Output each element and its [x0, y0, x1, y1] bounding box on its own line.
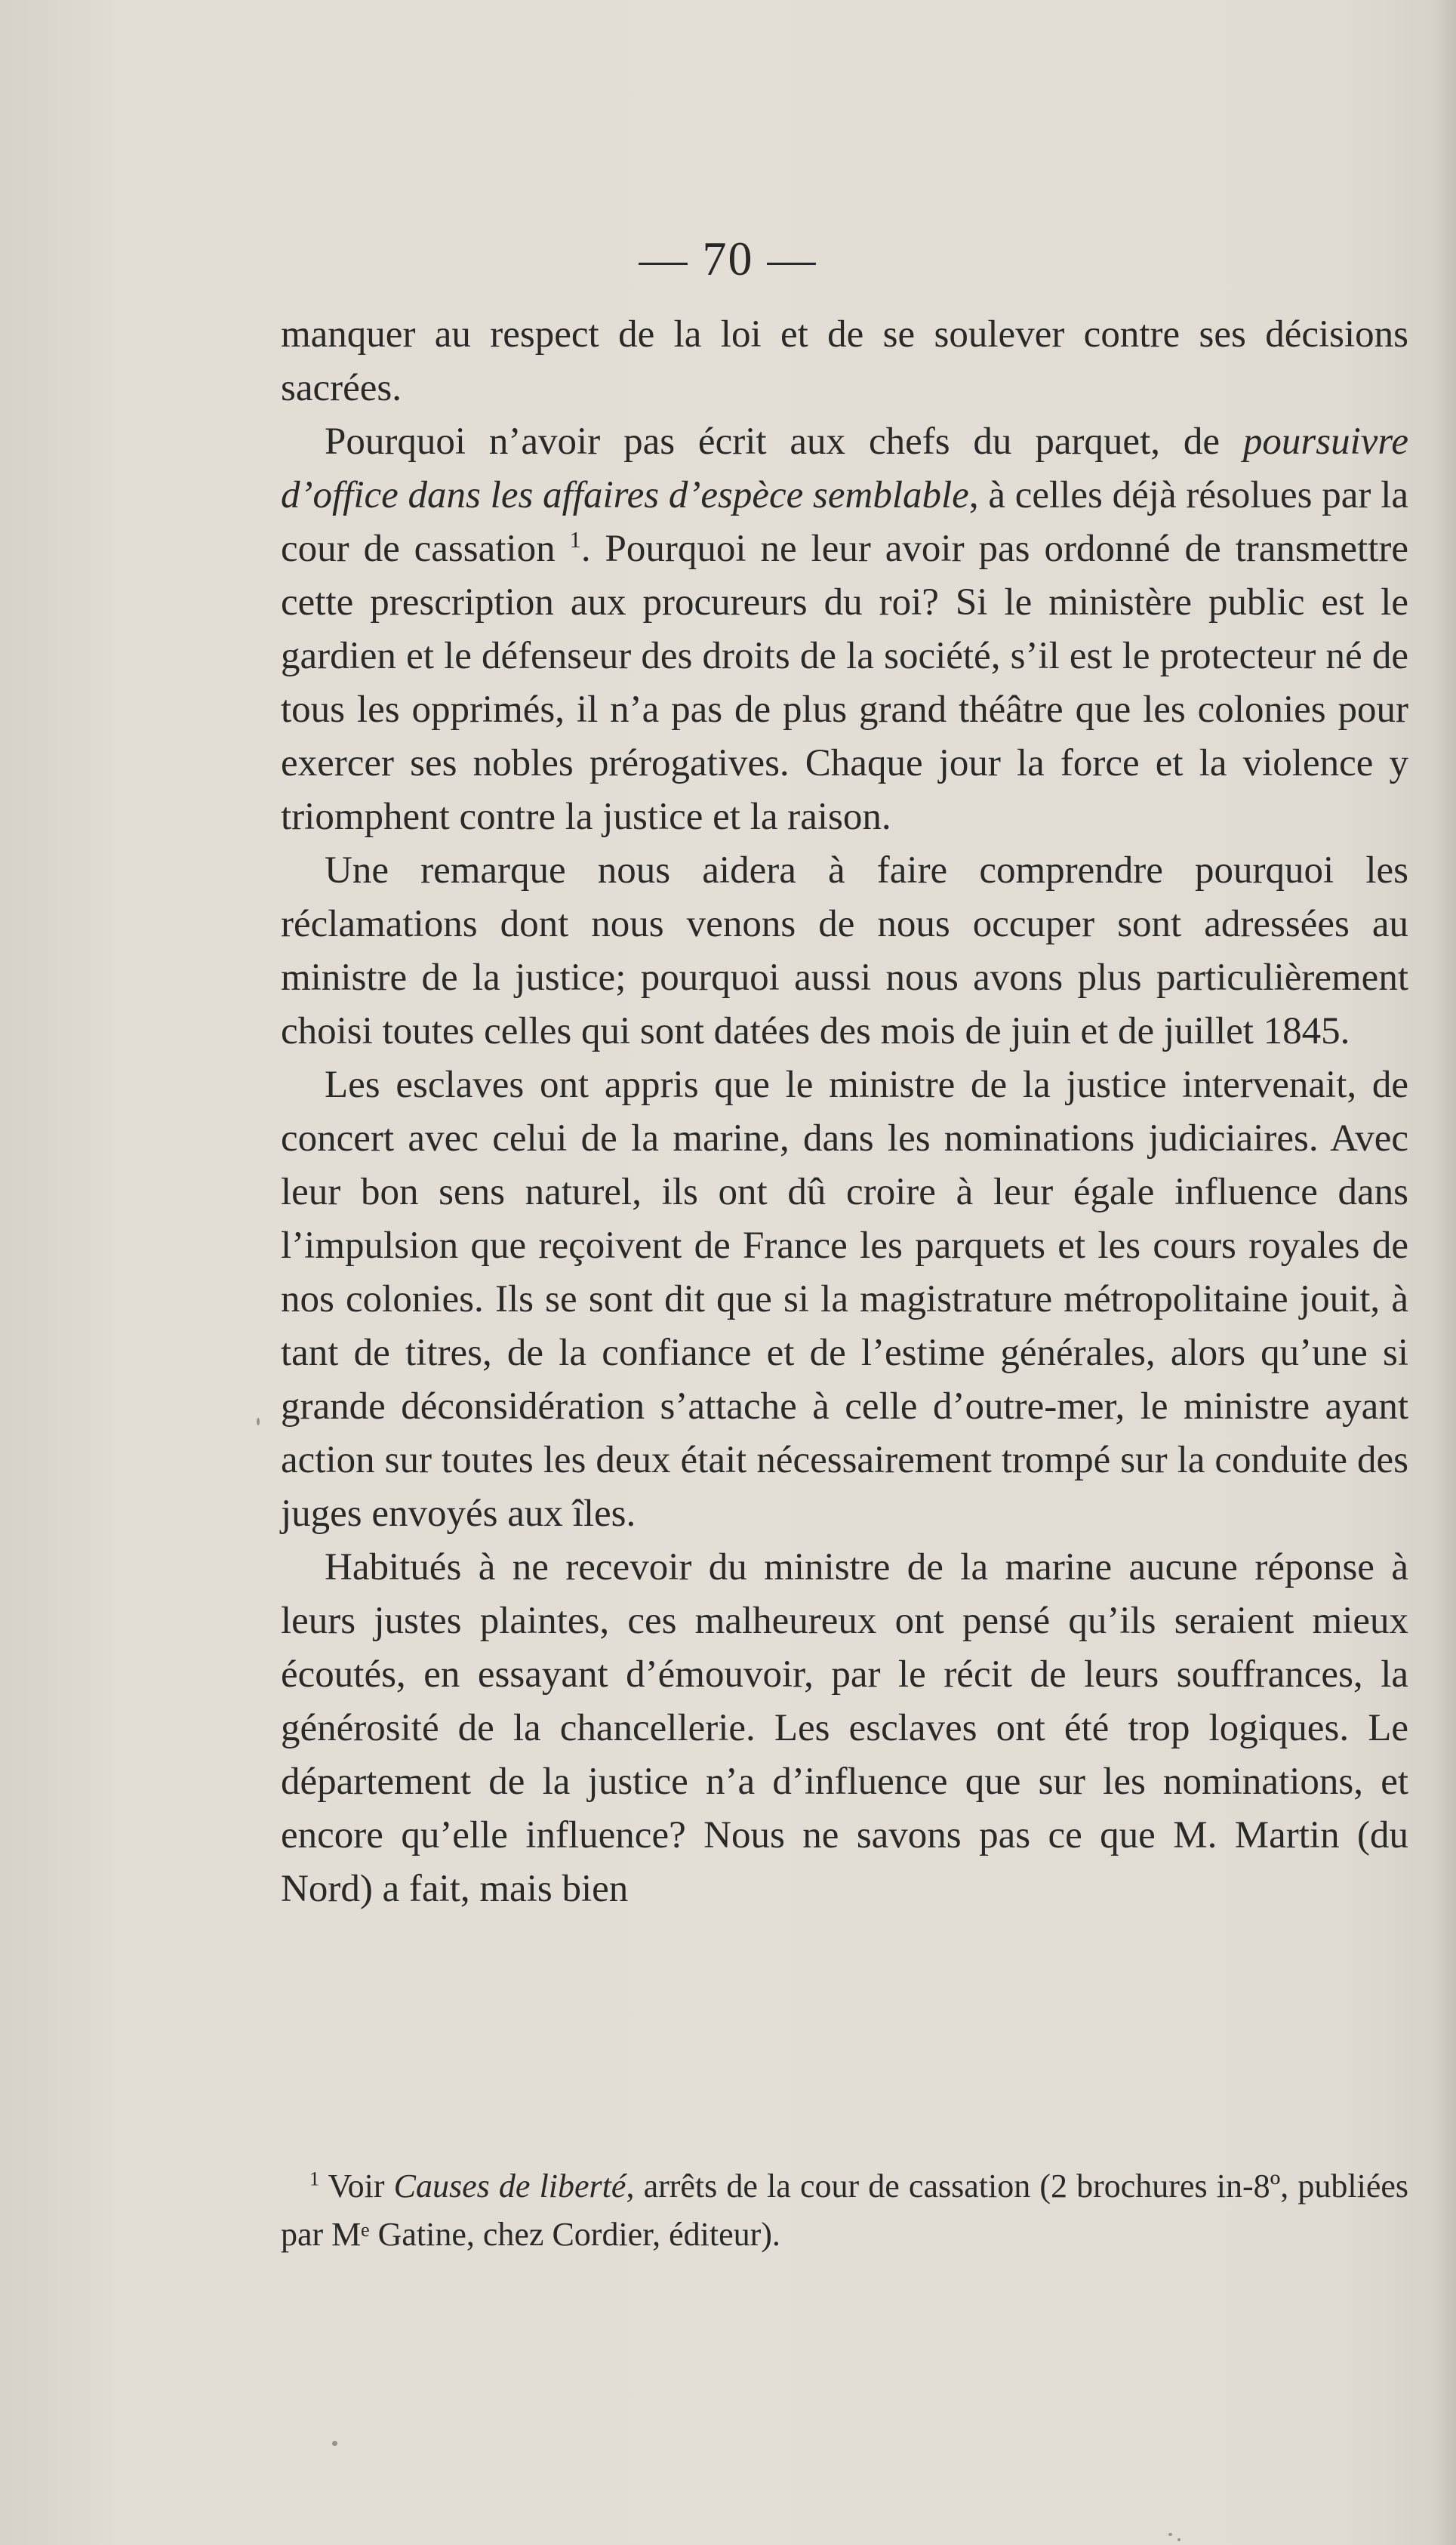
footnote-text-a: Voir: [319, 2168, 394, 2205]
paragraph-4: Les esclaves ont appris que le ministre de la justice intervenait, de concert avec celui de la marine, dans les nominations judiciaires. Avec leur bon sens naturel, ils ont dû croire à leur égale influence dans l’impulsion que reçoivent de France les parquets et les cours royales de nos colonies. Ils se sont dit que si la magistrature métropolitaine jouit, à tant de titres, de la confiance et de l’estime générales, alors qu’une si grande déconsidération s’attache à celle d’outre-mer, le ministre ayant action sur toutes les deux était nécessairement trompé sur la conduite des juges envoyés aux îles.: [281, 1064, 1408, 1535]
paragraph-2-text-a: Pourquoi n’avoir pas écrit aux chefs du parquet, de: [325, 421, 1243, 463]
paper-speck: [1168, 2533, 1172, 2536]
footnote-text: [281, 2162, 1408, 2259]
footnote: [281, 2162, 1408, 2259]
footnote-text-b: , arrêts de la cour de cassation (2 brochures in-8º, publiées par Mᵉ Gatine, chez Cordier, éditeur).: [281, 2168, 1409, 2253]
footnote-marker: 1: [309, 2167, 320, 2190]
paragraph-3: Une remarque nous aidera à faire comprendre pourquoi les réclamations dont nous venons de nous occuper sont adressées au ministre de la justice; pourquoi aussi nous avons plus particulièrement choisi toutes celles qui sont datées des mois de juin et de juillet 1845.: [281, 849, 1408, 1052]
paragraph-5: Habitués à ne recevoir du ministre de la marine aucune réponse à leurs justes plaintes, ces malheureux ont pensé qu’ils seraient mieux écoutés, en essayant d’émouvoir, par le récit de leurs souffrances, la générosité de la chancellerie. Les esclaves ont été trop logiques. Le département de la justice n’a d’influence que sur les nominations, et encore qu’elle influence? Nous ne savons pas ce que M. Martin (du Nord) a fait, mais bien: [281, 1546, 1408, 1910]
page-edge-shadow: [1433, 0, 1456, 2545]
paragraph-2-text-b: , à celles déjà résolues par la cour de cassation: [281, 474, 1409, 570]
paper-speck: [332, 2441, 337, 2446]
footnote-reference[interactable]: 1: [569, 527, 581, 553]
paper-speck: [1177, 2538, 1180, 2541]
paragraph-2-text-c: . Pourquoi ne leur avoir pas ordonné de transmettre cette prescription aux procureurs du roi? Si le ministère public est le gardien et le défenseur des droits de la société, s’il est le protecteur né de tous les opprimés, il n’a pas de plus grand théâtre que les colonies pour exercer ses nobles prérogatives. Chaque jour la force et la violence y triomphent contre la justice et la raison.: [281, 528, 1408, 838]
paragraph-2: [281, 415, 1408, 844]
footnote-italic: Causes de liberté: [393, 2168, 626, 2205]
paper-speck: [257, 1418, 260, 1425]
body-text: [281, 308, 1408, 1916]
paragraph-2-italic: poursuivre d’office dans les affaires d’espèce semblable: [281, 421, 1408, 516]
paragraph-1: manquer au respect de la loi et de se soulever contre ses décisions sacrées.: [281, 313, 1408, 409]
page-number: — 70 —: [639, 232, 817, 285]
